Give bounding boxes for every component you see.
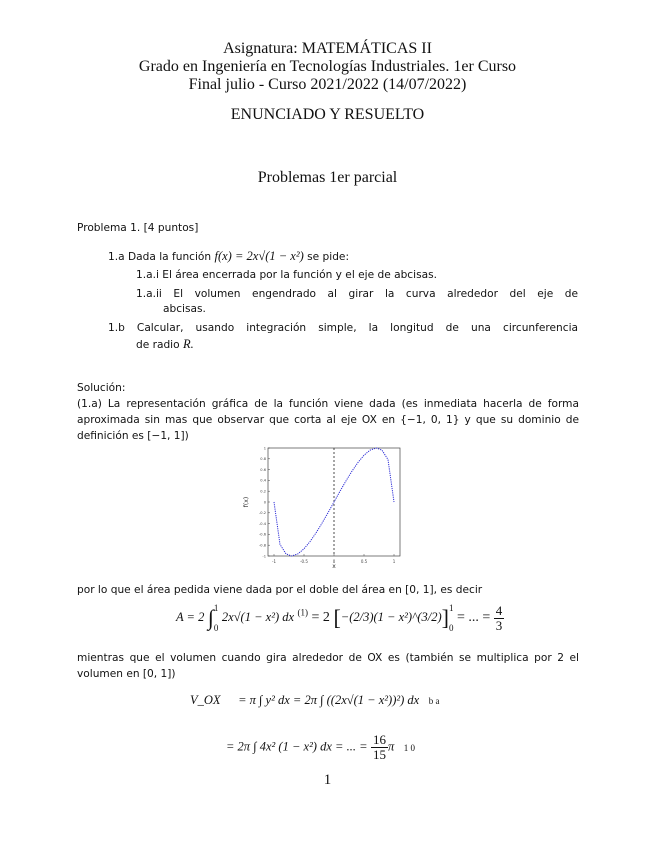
y-tick-label: 0.8 xyxy=(260,457,266,462)
exam-line: Final julio - Curso 2021/2022 (14/07/2022) xyxy=(188,76,467,93)
eval-upper-limit: 1 xyxy=(448,603,454,613)
x-tick-label: -0.5 xyxy=(300,559,308,564)
y-tick-label: -1 xyxy=(262,554,266,559)
area-limits xyxy=(214,603,219,633)
volume-result-den: 15 xyxy=(373,747,387,762)
item-1b-radius: R. xyxy=(182,337,194,351)
x-tick-label: -1 xyxy=(272,559,276,564)
y-tick-label: -0.6 xyxy=(258,532,266,537)
volume-result xyxy=(371,733,388,762)
x-tick-label: 1 xyxy=(392,559,396,564)
item-1a xyxy=(108,248,349,265)
solution-label: Solución: xyxy=(77,382,126,394)
y-tick-label: -0.8 xyxy=(258,543,266,548)
volume-limits-line1 xyxy=(429,696,440,706)
section-title: Problemas 1er parcial xyxy=(257,169,398,186)
area-result-den: 3 xyxy=(495,617,503,633)
item-1b-line2 xyxy=(136,336,194,353)
y-tick-label: -0.4 xyxy=(258,521,266,526)
item-1b-line1: 1.b Calcular, usando integración simple, la longitud de una circunferencia xyxy=(108,322,578,334)
y-tick-label: 1 xyxy=(263,446,266,451)
solution-p1-line3: definición es [−1, 1]) xyxy=(77,430,189,442)
x-tick-label: 0.5 xyxy=(360,559,368,564)
left-bracket-icon: [ xyxy=(333,605,341,630)
solution-p1-line1: (1.a) La representación gráfica de la función viene dada (es inmediata hacerla de forma xyxy=(77,398,579,410)
solution-p2: por lo que el área pedida viene dada por el doble del área en [0, 1], es decir xyxy=(77,584,483,596)
area-integrand: 2x√(1 − x²) dx xyxy=(221,610,295,625)
statement-line: ENUNCIADO Y RESUELTO xyxy=(230,106,425,123)
y-tick-label: 0.4 xyxy=(260,478,266,483)
page-number: 1 xyxy=(323,772,332,788)
y-axis-label: f(x) xyxy=(243,496,250,508)
volume-limits-line2 xyxy=(404,743,415,753)
item-1a-function: f(x) = 2x√(1 − x²) xyxy=(214,249,304,263)
area-result-num: 4 xyxy=(495,602,503,618)
item-1aii-line1: 1.a.ii El volumen engendrado al girar la curva alrededor del eje de xyxy=(136,288,578,300)
item-1a-suffix: se pide: xyxy=(307,251,350,263)
y-tick-label: 0.6 xyxy=(260,467,266,472)
volume-upper-limit-1: 1 xyxy=(403,742,409,753)
area-result xyxy=(494,604,505,633)
integral-sign-icon: ∫ xyxy=(207,605,214,630)
volume-rhs1: = π ∫ y² dx = 2π ∫ ((2x√(1 − x²))²) dx xyxy=(238,693,420,707)
problem-title: Problema 1. [4 puntos] xyxy=(77,222,199,234)
area-upper-limit: 1 xyxy=(213,603,219,613)
volume-equation-line1 xyxy=(190,693,439,709)
solution-p3-line2: volumen en [0, 1]) xyxy=(77,668,176,680)
solution-p1-line2: aproximada sin mas que observar que corta al eje OX en {−1, 0, 1} y que su dominio de xyxy=(77,414,579,426)
function-plot xyxy=(240,440,410,570)
x-tick-label: 0 xyxy=(332,559,336,564)
solution-p3-line1: mientras que el volumen cuando gira alrededor de OX es (también se multiplica por 2 el xyxy=(77,652,579,664)
volume-lower-limit-a: a xyxy=(435,695,440,706)
volume-equation-line2 xyxy=(226,733,415,762)
area-lower-limit: 0 xyxy=(213,623,219,633)
item-1aii-line2: abcisas. xyxy=(163,303,206,315)
volume-rhs2: = 2π ∫ 4x² (1 − x²) dx = ... = xyxy=(226,739,368,754)
item-1ai: 1.a.i El área encerrada por la función y el eje de abcisas. xyxy=(136,269,437,281)
area-step-marker: (1) xyxy=(297,607,309,618)
volume-result-suffix: π xyxy=(388,739,395,754)
degree-line: Grado en Ingeniería en Tecnologías Industriales. 1er Curso xyxy=(138,58,517,75)
volume-result-num: 16 xyxy=(373,732,387,747)
y-tick-label: -0.2 xyxy=(258,511,266,516)
volume-lhs: V_OX xyxy=(190,693,221,707)
area-lhs: A = 2 xyxy=(176,610,205,625)
x-axis-label: x xyxy=(332,563,336,570)
right-bracket-icon: ] xyxy=(441,605,449,630)
eval-limits xyxy=(449,603,454,633)
volume-upper-limit-b: b xyxy=(428,695,434,706)
item-1b-prefix: de radio xyxy=(136,339,180,351)
item-1a-prefix: 1.a Dada la función xyxy=(108,251,212,263)
area-eq: = 2 xyxy=(311,610,330,626)
area-equation xyxy=(176,603,504,633)
y-tick-label: 0 xyxy=(263,500,266,505)
y-tick-label: 0.2 xyxy=(260,489,266,494)
eval-lower-limit: 0 xyxy=(448,623,454,633)
area-bracket-inner: −(2/3)(1 − x²)^(3/2) xyxy=(340,610,442,625)
volume-lower-limit-0: 0 xyxy=(410,742,416,753)
subject-line: Asignatura: MATEMÁTICAS II xyxy=(223,40,432,57)
area-dots: = ... = xyxy=(456,610,491,626)
